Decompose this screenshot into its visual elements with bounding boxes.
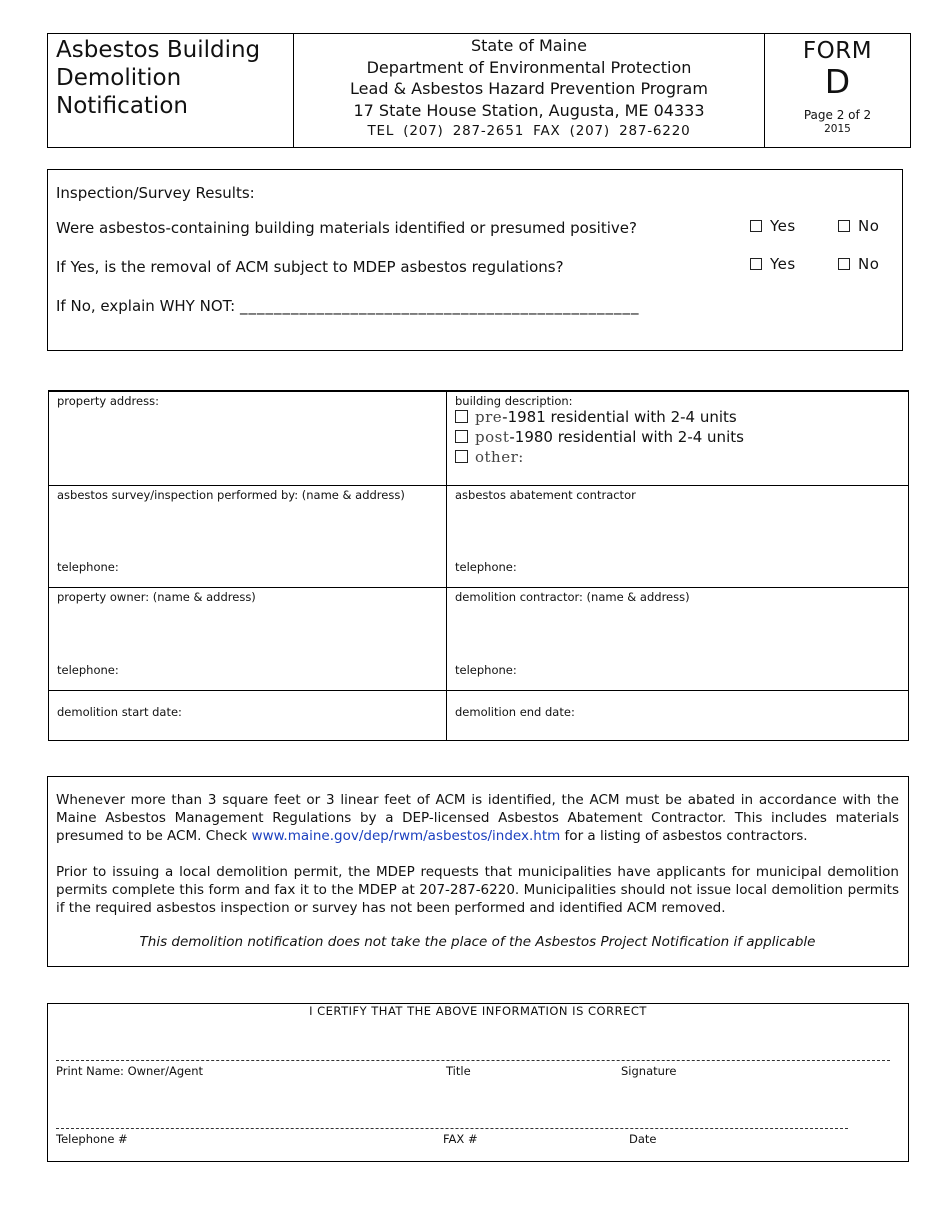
field-label: asbestos abatement contractor: [455, 488, 636, 502]
field-label: property owner: (name & address): [57, 590, 256, 604]
bd-option-other[interactable]: other:: [455, 447, 524, 467]
agency-block: [294, 34, 765, 147]
yes-option[interactable]: Yes: [750, 217, 796, 235]
form-letter: D: [824, 62, 851, 101]
checkbox-other[interactable]: [455, 450, 468, 463]
date-label: Date: [629, 1132, 657, 1146]
signature-line[interactable]: [56, 1060, 890, 1061]
telephone-label: telephone:: [57, 663, 119, 677]
checkbox-q2-no[interactable]: [838, 258, 850, 270]
demolition-end-date-field[interactable]: [447, 691, 909, 741]
question-acm-regulated: If Yes, is the removal of ACM subject to MDEP asbestos regulations?: [56, 258, 564, 276]
bd-option-pre-1981[interactable]: pre-1981 residential with 2-4 units: [455, 407, 737, 427]
form-title: [48, 34, 294, 147]
field-label: building description:: [455, 394, 573, 408]
checkbox-q1-no[interactable]: [838, 220, 850, 232]
building-description-field: [447, 392, 909, 485]
certification-section: [47, 1003, 909, 1162]
bd-option-post-1980[interactable]: post-1980 residential with 2-4 units: [455, 427, 744, 447]
telephone-label: telephone:: [455, 560, 517, 574]
agency-line: Department of Environmental Protection: [366, 57, 692, 77]
field-label: asbestos survey/inspection performed by: (name & address): [57, 488, 405, 502]
print-name-label: Print Name: Owner/Agent: [56, 1064, 204, 1078]
no-option[interactable]: No: [838, 217, 879, 235]
form-id-block: [765, 34, 910, 147]
form-title-line: Asbestos Building: [56, 37, 261, 63]
question-acm-identified: Were asbestos-containing building materials identified or presumed positive?: [56, 219, 637, 237]
yes-option[interactable]: Yes: [750, 255, 796, 273]
explain-why-not: [56, 297, 640, 315]
survey-performed-by-field[interactable]: [49, 486, 446, 587]
notice-paragraph: Whenever more than 3 square feet or 3 linear feet of ACM is identified, the ACM must be abated in accordance with the Maine Asbestos Management Regulations by a DEP-licensed Asbestos Abatement Contractor. This includes materials presumed to be ACM. Check www.maine.gov/dep/rwm/asbestos/index.htm for a listing of asbestos contractors.: [56, 792, 899, 844]
checkbox-q2-yes[interactable]: [750, 258, 762, 270]
field-label: demolition end date:: [455, 705, 575, 719]
field-label: property address:: [57, 394, 159, 408]
agency-contact: TEL (207) 287-2651 FAX (207) 287-6220: [367, 123, 691, 139]
notice-paragraph: Prior to issuing a local demolition permit, the MDEP requests that municipalities have applicants for municipal demolition permits complete this form and fax it to the MDEP at 207-287-6220. Municipalities should not issue local demolition permits if the required asbestos inspection or survey has not been performed and identified ACM removed.: [56, 864, 899, 916]
inspection-heading: Inspection/Survey Results:: [56, 184, 255, 202]
telephone-label: telephone:: [57, 560, 119, 574]
explain-blank-line[interactable]: _______________________________________________: [240, 297, 640, 315]
title-label: Title: [446, 1064, 471, 1078]
abatement-contractor-field[interactable]: [447, 486, 909, 587]
form-label: FORM: [802, 38, 873, 64]
explain-label: If No, explain WHY NOT:: [56, 297, 236, 315]
checkbox-post-1980[interactable]: [455, 430, 468, 443]
signature-label: Signature: [621, 1064, 677, 1078]
field-label: demolition contractor: (name & address): [455, 590, 690, 604]
form-year: 2015: [824, 123, 851, 135]
contact-line[interactable]: [56, 1128, 848, 1129]
agency-line: State of Maine: [471, 36, 587, 55]
asbestos-contractors-link[interactable]: www.maine.gov/dep/rwm/asbestos/index.htm: [251, 828, 561, 844]
form-header: [47, 33, 911, 148]
checkbox-pre-1981[interactable]: [455, 410, 468, 423]
property-address-field[interactable]: [49, 392, 446, 485]
telephone-label: Telephone #: [56, 1132, 128, 1146]
agency-line: Lead & Asbestos Hazard Prevention Program: [350, 79, 708, 98]
notice-disclaimer: This demolition notification does not take the place of the Asbestos Project Notification if applicable: [139, 934, 816, 950]
no-option[interactable]: No: [838, 255, 879, 273]
demolition-start-date-field[interactable]: [49, 691, 446, 741]
property-info-grid: [48, 390, 909, 741]
inspection-section: [47, 169, 903, 351]
telephone-label: telephone:: [455, 663, 517, 677]
fax-label: FAX #: [443, 1132, 478, 1146]
form-title-line: Demolition: [56, 65, 182, 91]
checkbox-q1-yes[interactable]: [750, 220, 762, 232]
certification-heading: I CERTIFY THAT THE ABOVE INFORMATION IS CORRECT: [309, 1004, 647, 1018]
form-title-line: Notification: [56, 93, 188, 119]
demolition-contractor-field[interactable]: [447, 588, 909, 690]
property-owner-field[interactable]: [49, 588, 446, 690]
field-label: demolition start date:: [57, 705, 182, 719]
page-number: Page 2 of 2: [803, 108, 872, 122]
notice-section: [47, 776, 909, 967]
agency-line: 17 State House Station, Augusta, ME 04333: [353, 100, 705, 120]
